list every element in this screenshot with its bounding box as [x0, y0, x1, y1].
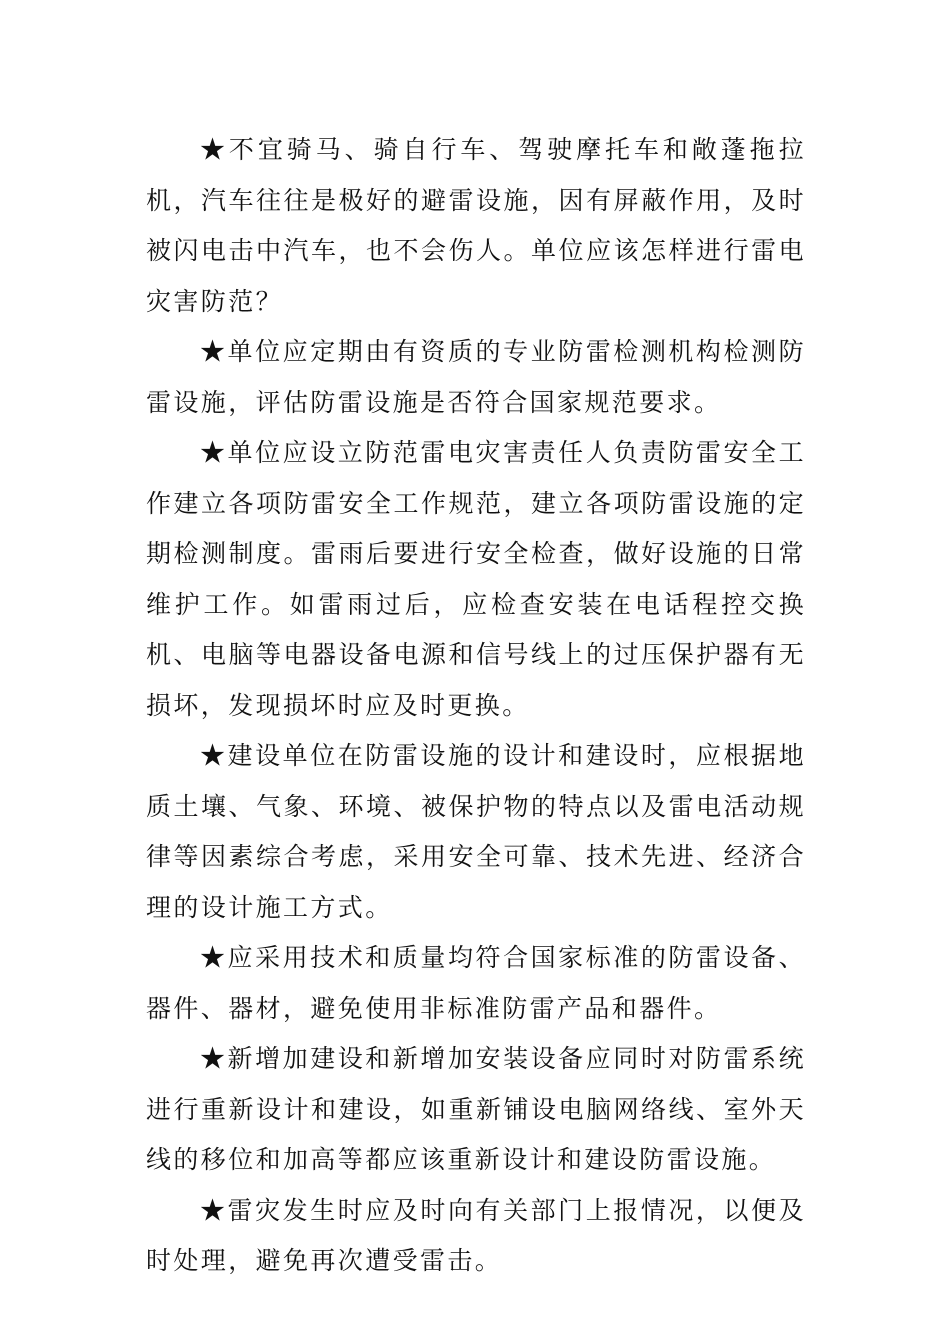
paragraph-new-installation: ★新增加建设和新增加安装设备应同时对防雷系统进行重新设计和建设，如重新铺设电脑网络线、室外天线的移位和加高等都应该重新设计和建设防雷设施。: [146, 1044, 806, 1174]
paragraph-periodic-inspection: ★单位应定期由有资质的专业防雷检测机构检测防雷设施，评估防雷设施是否符合国家规范要求。: [146, 337, 806, 417]
paragraph-responsibility-system: ★单位应设立防范雷电灾害责任人负责防雷安全工作建立各项防雷安全工作规范，建立各项防雷设施的定期检测制度。雷雨后要进行安全检查，做好设施的日常维护工作。如雷雨过后，应检查安装在电话程控交换机、电脑等电器设备电源和信号线上的过压保护器有无损坏，发现损坏时应及时更换。: [146, 438, 806, 720]
paragraph-design-construction: ★建设单位在防雷设施的设计和建设时，应根据地质土壤、气象、环境、被保护物的特点以及雷电活动规律等因素综合考虑，采用安全可靠、技术先进、经济合理的设计施工方式。: [146, 741, 806, 922]
paragraph-disaster-reporting: ★雷灾发生时应及时向有关部门上报情况，以便及时处理，避免再次遭受雷击。: [146, 1195, 806, 1275]
paragraph-vehicle-safety: ★不宜骑马、骑自行车、驾驶摩托车和敞蓬拖拉机，汽车往往是极好的避雷设施，因有屏蔽作用，及时被闪电击中汽车，也不会伤人。单位应该怎样进行雷电灾害防范？: [146, 135, 806, 316]
paragraph-standard-equipment: ★应采用技术和质量均符合国家标准的防雷设备、器件、器材，避免使用非标准防雷产品和器件。: [146, 943, 806, 1023]
document-body: [146, 125, 806, 1287]
